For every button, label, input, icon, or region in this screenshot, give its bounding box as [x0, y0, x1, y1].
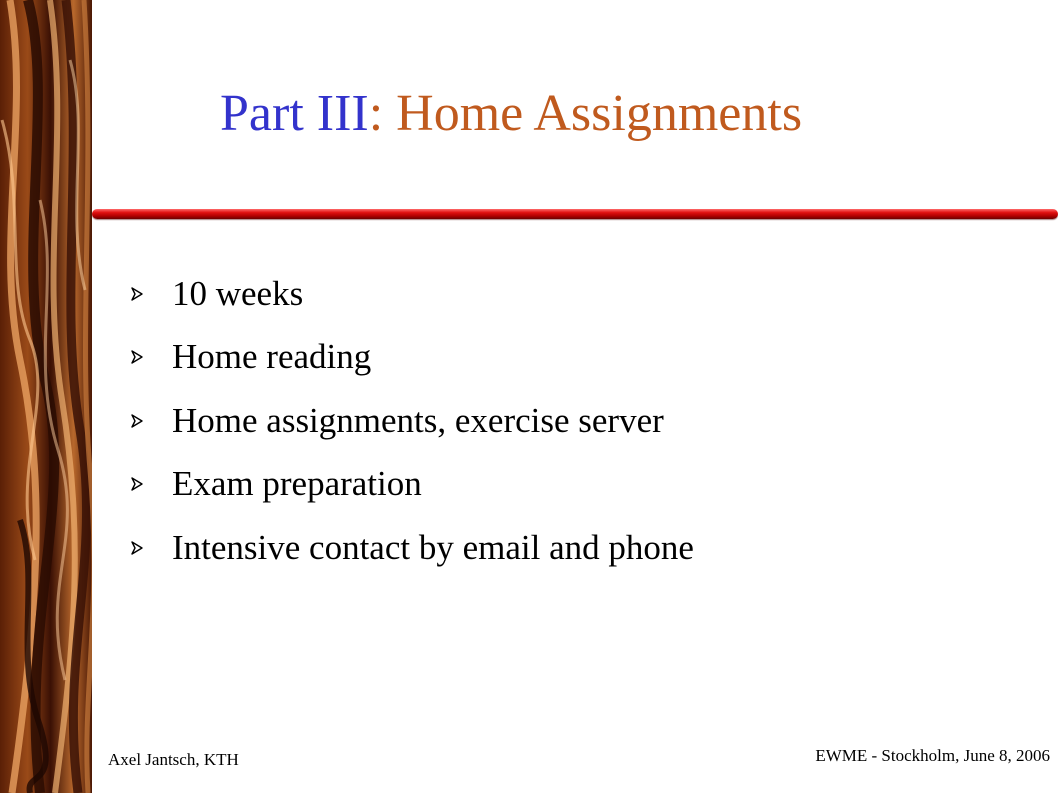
title-main-text: Home Assignments: [383, 85, 803, 142]
bullet-text: Home reading: [172, 337, 372, 377]
arrowhead-bullet-icon: [130, 287, 172, 301]
bullet-item: [130, 389, 694, 453]
title-divider-bar: [92, 209, 1058, 219]
bullet-text: Intensive contact by email and phone: [172, 527, 694, 567]
arrowhead-bullet-icon: [130, 477, 172, 491]
wood-texture-decoration: [0, 0, 92, 793]
bullet-item: [130, 262, 694, 326]
arrowhead-bullet-icon: [130, 541, 172, 555]
footer-event: EWME - Stockholm, June 8, 2006: [815, 746, 1050, 765]
bullet-text: Exam preparation: [172, 464, 422, 504]
title-part-label: Part III: [220, 85, 369, 142]
bullet-item: [130, 516, 694, 580]
bullet-list: [130, 262, 694, 580]
arrowhead-bullet-icon: [130, 414, 172, 428]
arrowhead-bullet-icon: [130, 350, 172, 364]
bullet-item: [130, 453, 694, 517]
bullet-text: 10 weeks: [172, 273, 304, 313]
bullet-text: Home assignments, exercise server: [172, 400, 664, 440]
slide-title: [220, 82, 802, 146]
footer-author: Axel Jantsch, KTH: [108, 750, 239, 769]
title-separator: :: [368, 85, 384, 142]
bullet-item: [130, 326, 694, 390]
